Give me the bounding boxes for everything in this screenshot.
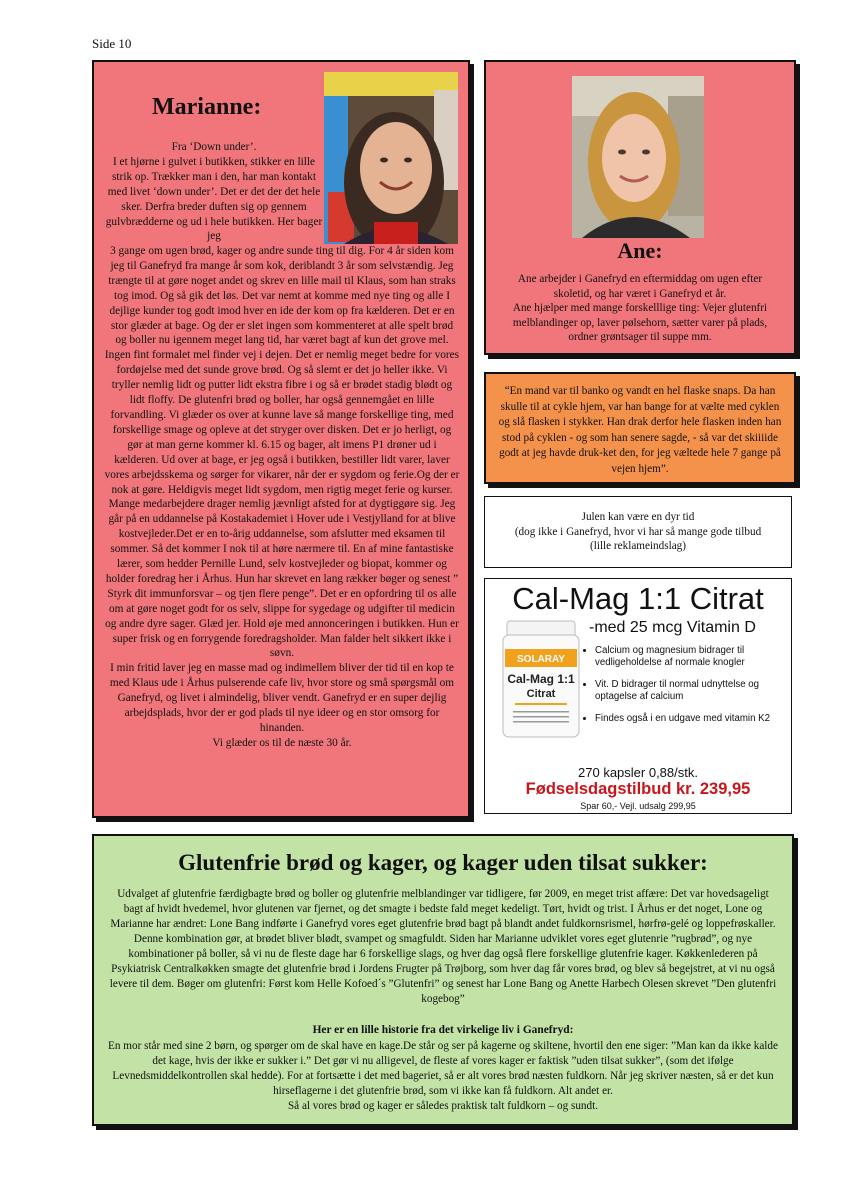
bottle-name2: Citrat [526,688,556,700]
gluten-paragraph-1: Udvalget af glutenfrie færdigbagte brød og boller og glutenfrie melblandinger var tidligere, før 2009, en meget trist affære: Det var hovedsageligt bagt af hvidt hvedemel, hvor glutenen var fjernet, og det smagte i bedste fald meget kedeligt. Tørt, hvidt og trist. I Århus er det noget, Lone og Marianne har ændret: Lone Bang indførte i Ganefryd vores eget glutenfrie brød bagt på blandt andet fuldkornsrismel, hørfrø-gelé og loppefrøskaller. Denne kombination gør, at brødet bliver blødt, svampet og smagfuldt. Siden har Marianne udviklet vores eget glutenrie ”rugbrød”, og nye kombinationer på boller, så vi nu de fleste dage har 6 forskellige slags, og hver dag også flere forskellige glutenfrie kager. Køkkenlederen på Psykiatrisk Centralkøkken smagte det glutenfrie brød i Jordens Frugter på Trøjborg, som hver dag får vores brød, og blev så begejstret, at vi nu også levere til dem. Bøger om glutenfri: Først kom Helle Kofoed´s ”Glutenfri” og senest har Lone Bang og Anette Harbech Olesen skrevet ”Den glutenfri kogebog” [109,888,777,1005]
ane-title: Ane: [617,238,663,263]
julen-box [484,496,792,568]
calmag-ad [484,578,792,814]
ad-price: Fødselsdagstilbud kr. 239,95 [525,780,751,798]
bottle-brand: SOLARAY [517,654,565,665]
julen-text: Julen kan være en dyr tid (dog ikke i Ganefryd, hvor vi har så mange gode tilbud (lille reklameindslag) [514,511,762,552]
ad-spar: Spar 60,- Vejl. udsalg 299,95 [580,801,696,811]
gluten-paragraph-2: En mor står med sine 2 børn, og spørger om de skal have en kage.De står og ser på kagerne og skiltene, hvortil den ene siger: ”Man kan da ikke kalde det kage, hvis der ikke er sukker i.” Det gør vi nu alligevel, de fleste af vores kager er faktisk ”uden tilsat sukker”, (som det ifølge Levnedsmiddelkontrollen skal hedde). For at fortsætte i det med bageriet, så er alt vores brød næsten fuldkorn. Når jeg skriver næsten, så er det kun hirseflagerne i det glutenfrie brød, som vi ikke kan få fuldkorn. Alt andet er. Så al vores brød og kager er således praktisk talt fuldkorn – og sundt. [108,1040,778,1112]
ane-text: Ane arbejder i Ganefryd en eftermiddag om ugen efter skoletid, og har været i Ganefryd et år. Ane hjælper med mange forskelllige ting: Vejer glutenfri melblandinger op, laver pølsehorn, sætter varer på plads, ordner grøntsager til suppe mm. [512,273,768,343]
ad-kapsler: 270 kapsler 0,88/stk. [578,765,698,780]
marianne-title: Marianne: [152,94,262,120]
quote-box [484,372,796,484]
marianne-article [92,60,470,818]
ane-photo [572,76,704,238]
ad-bullet: • Vit. D bidrager til normal udnyttelse og optagelse af calcium [595,679,795,703]
quote-text: “En mand var til banko og vandt en hel flaske snaps. Da han skulle til at cykle hjem, var han bange for at vælte med cyklen og slå flasken i stykker. Han drak derfor hele flasken inden han stod på cyklen - og som han senere sagde, - så var det skiiiide godt at jeg havde druk-ket den, for jeg væltede hele 7 gange på vejen hjem”. [498,385,782,475]
ane-photo-art [572,76,704,238]
gluten-subheading: Her er en lille historie fra det virkelige liv i Ganefryd: [312,1024,574,1036]
gluten-article [92,834,794,1126]
ane-article [484,60,796,355]
gluten-title: Glutenfrie brød og kager, og kager uden tilsat sukker: [178,850,708,875]
marianne-intro [104,140,324,244]
bottle-name: Cal-Mag 1:1 [507,672,575,686]
marianne-body: 3 gange om ugen brød, kager og andre sunde ting til dig. For 4 år siden kom jeg til Ganefryd fra mange år som kok, deriblandt 3 år som selvstændig. Jeg trængte til at gøre noget andet og skrev en lille mail til Klaus, som han straks tog imod. Og så gik det løs. Det var nemt at komme med nye ting og alle I dejlige kunder tog godt imod hver en ide der kom op fra kælderen. Det er en stor glæder at bage. Og der er slet ingen som kommenteret at alle spelt brød og boller nu igennem meget lang tid, har været bagt af kun det grove mel. Ingen fint formalet mel finder vej i dejen. Det er nemlig meget bedre for vores fordøjelse med det sunde grove brød. Og så slemt er det jo heller ikke. Vi tryller nemlig lidt og putter lidt ekstra fibre i og så er brødet stadig blødt og lidt floffy. De glutenfri brød og boller, har også gennemgået en lille forvandling. Vi glæder os over at kunne lave så mange forskellige ting, med forskellige smage og opleve at det stryger over disken. Det er jo herligt, og gør at man gerne kommer kl. 6.15 og bager, alt imens P1 drøner ud i kælderen. Ud over at bage, er jeg også i butikken, bestiller lidt varer, laver vores arbejdsskema og sørger for vikarer, når der er sygdom og ferie.Og der er nok at gøre. Heldigvis meget lidt sygdom, men rigtig meget ferie og kurser. Mange medarbejdere drager nemlig jævnligt afsted for at dygtiggøre sig. Jeg går på en uddannelse på Kostakademiet i Hover ude i Vestjylland for at blive kostvejleder.Det er en to-årig uddannelse, som afslutter med eksamen til sommer. Så det kommer I nok til at høre nærmere til. En af mine fantastiske lærer, som hedder Pernille Lund, selv kostvejleder og biopat, kommer og holder foredrag her i Århus. Hun har skrevet en lang rækker bøger og senest ” Styrk dit immunforsvar – og tjen flere penge”. Det er en opfordring til os alle om at gøre noget godt for os selv, slippe for sygedage og udgifter til medicin og andre dyre sager. Glæd jer. Hold øje med annonceringen i butikken. Hun er super frisk og en forrygende foredragsholder. Man falder helt sikkert ikke i søvn. I min fritid laver jeg en masse mad og indimellem bliver der tid til en kop te med Klaus ude i Århus pulserende cafe liv, hvor store og små spørgsmål om Ganefryd, og livet i almindelig, bliver vendt. Ganefryd er en super dejlig arbejdsplads, hvor der er god plads til nye ideer og en stor omsorg for hinanden. Vi glæder os til de næste 30 år. [104,245,460,749]
ad-title: Cal-Mag 1:1 Citrat [512,581,764,616]
ad-subtitle: -med 25 mcg Vitamin D [589,619,756,636]
ad-bullet: • Findes også i en udgave med vitamin K2 [595,713,795,725]
bottle-image [499,619,583,739]
marianne-intro-text: Fra ‘Down under’. I et hjørne i gulvet i butikken, stikker en lille strik op. Trækker man i den, har man kontakt med livet ‘down under’. Det er det der det hele sker. Derfra breder duften sig op gennem gulvbrædderne og ud i hele butikken. Her bager jeg [105,141,323,243]
ad-bullet: • Calcium og magnesium bidrager til vedligeholdelse af normale knogler [595,645,795,669]
page-number: Side 10 [92,36,132,51]
ad-bullets [583,645,795,735]
marianne-photo [324,72,458,244]
marianne-photo-art [324,72,458,244]
